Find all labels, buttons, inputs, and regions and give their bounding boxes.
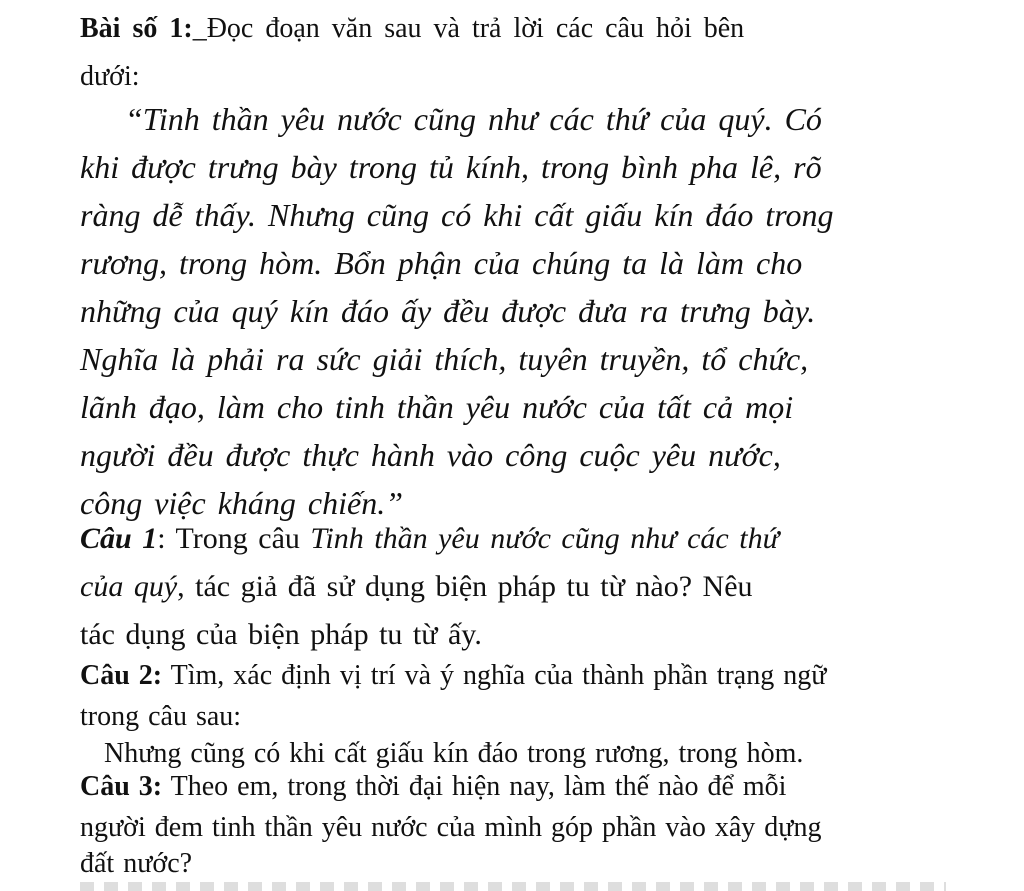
cropped-text-fragment <box>80 882 946 891</box>
passage-line: “Tinh thần yêu nước cũng như các thứ của quý. Có <box>125 101 822 137</box>
question-1-quoted-phrase: Tinh thần yêu nước cũng như các thứ <box>310 522 779 555</box>
question-1-line <box>80 572 753 602</box>
question-1-text: , tác giả đã sử dụng biện pháp tu từ nào? Nêu <box>177 570 753 603</box>
question-2-line <box>80 662 826 690</box>
question-1-label-colon: : <box>157 522 166 555</box>
question-2-label: Câu 2: <box>80 660 163 691</box>
question-1-line <box>80 524 779 554</box>
question-1-label <box>80 522 157 555</box>
exercise-label: Bài số 1: <box>80 13 193 44</box>
question-2-text: Tìm, xác định vị trí và ý nghĩa của thành phần trạng ngữ <box>162 660 827 691</box>
question-1-label-word: Câu <box>80 522 132 555</box>
passage-line: lãnh đạo, làm cho tinh thần yêu nước của tất cả mọi <box>80 389 794 425</box>
question-3-line: người đem tinh thần yêu nước của mình góp phần vào xây dựng <box>80 812 822 843</box>
passage-line: người đều được thực hành vào công cuộc yêu nước, <box>80 437 781 473</box>
exercise-prompt: _Đọc đoạn văn sau và trả lời các câu hỏi bên <box>192 13 745 44</box>
question-1-quoted-phrase-end: của quý <box>80 570 178 603</box>
passage-line: Nghĩa là phải ra sức giải thích, tuyên truyền, tổ chức, <box>80 341 809 377</box>
question-3-label: Câu 3: <box>80 771 163 802</box>
passage-line: công việc kháng chiến.” <box>80 485 403 521</box>
passage-line: những của quý kín đáo ấy đều được đưa ra trưng bày. <box>80 293 816 329</box>
question-3-text: Theo em, trong thời đại hiện nay, làm thế nào để mỗi <box>162 771 787 802</box>
cropped-next-line <box>80 882 946 891</box>
question-2-line: trong câu sau: <box>80 701 242 732</box>
passage-line: rương, trong hòm. Bổn phận của chúng ta là làm cho <box>80 245 803 281</box>
question-1-label-number: 1 <box>142 522 158 555</box>
question-1-line: tác dụng của biện pháp tu từ ấy. <box>80 618 482 651</box>
question-2-sentence: Nhưng cũng có khi cất giấu kín đáo trong rương, trong hòm. <box>104 738 804 769</box>
question-1-text: Trong câu <box>165 522 311 555</box>
question-3-line <box>80 773 786 801</box>
question-3-line: đất nước? <box>80 848 193 879</box>
passage-line: ràng dễ thấy. Nhưng cũng có khi cất giấu kín đáo trong <box>80 197 834 233</box>
passage-line: khi được trưng bày trong tủ kính, trong bình pha lê, rõ <box>80 149 822 185</box>
exercise-prompt-continued: dưới: <box>80 61 140 92</box>
exercise-heading <box>80 15 744 43</box>
